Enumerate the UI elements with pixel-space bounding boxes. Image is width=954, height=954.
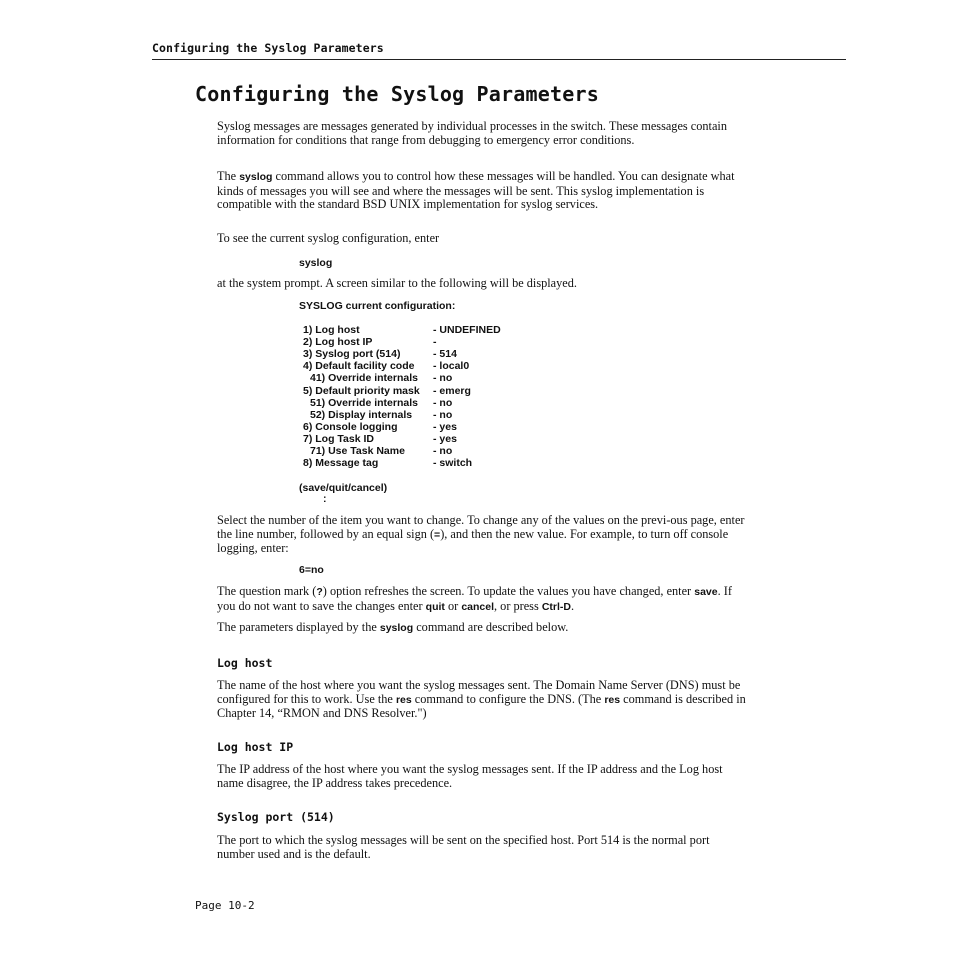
config-row-value: - yes [433, 432, 457, 445]
config-row-value: - emerg [433, 384, 471, 397]
syslog-port-paragraph: The port to which the syslog messages will be sent on the specified host. Port 514 is the normal port number used and is the default. [217, 833, 710, 861]
refresh-paragraph [217, 585, 747, 614]
page-title: Configuring the Syslog Parameters [195, 82, 599, 106]
running-header: Configuring the Syslog Parameters [152, 41, 384, 55]
config-row-label: 6) Console logging [303, 420, 398, 433]
text-run: command is described in Chapter 14, “RMON and DNS Resolver.") [217, 691, 746, 721]
config-row-label: 1) Log host [303, 324, 360, 336]
header-rule [152, 59, 846, 60]
text-run: . If you do not want to save the changes enter [217, 584, 732, 613]
config-row [303, 445, 452, 457]
text-run: command are described below. [413, 620, 569, 634]
subheading-syslog-port: Syslog port (514) [217, 810, 335, 824]
text-run: The [217, 169, 240, 183]
config-row-label: 8) Message tag [303, 457, 379, 470]
syslog-command-paragraph [217, 170, 747, 212]
config-row-label: 51) Override internals [310, 396, 418, 409]
text-run: , or press [494, 598, 542, 613]
text-run: The parameters displayed by the [217, 620, 380, 634]
config-row [303, 433, 457, 445]
config-row [303, 372, 452, 384]
config-row [303, 457, 472, 469]
subheading-log-host-ip: Log host IP [217, 740, 294, 754]
text-run: ) option refreshes the screen. To update the values you have changed, enter [322, 584, 695, 598]
config-row-value: - UNDEFINED [433, 324, 501, 336]
config-row [303, 360, 469, 372]
command-example: 6=no [299, 564, 324, 576]
config-row-label: 52) Display internals [310, 408, 413, 421]
config-row [303, 324, 501, 336]
inline-command: res [604, 693, 621, 706]
config-row [303, 409, 452, 421]
config-row-value: - no [433, 408, 453, 421]
text-run: or [444, 598, 462, 613]
text-run: ), and then the new value. For example, to turn off console logging, enter: [217, 526, 729, 556]
config-row-label: 2) Log host IP [303, 336, 373, 349]
config-row-value: - [433, 336, 437, 349]
page-number: Page 10-2 [195, 899, 255, 912]
inline-command: cancel [461, 600, 495, 613]
config-row [303, 348, 457, 360]
config-row [303, 385, 471, 397]
config-row-label: 71) Use Task Name [310, 445, 405, 457]
log-host-paragraph [217, 679, 747, 721]
config-row-label: 5) Default priority mask [303, 384, 420, 397]
prompt-paragraph: at the system prompt. A screen similar to the following will be displayed. [217, 276, 577, 290]
enter-instruction: To see the current syslog configuration, enter [217, 231, 440, 245]
inline-command: quit [425, 600, 445, 613]
config-row-value: - no [433, 445, 453, 457]
inline-command: ? [316, 586, 323, 598]
config-row-value: - no [433, 372, 453, 385]
text-run: Select the number of the item you want to change. To change any of the values on the previ-ous page, enter the line number, followed by an equal sign ( [217, 513, 745, 541]
config-row [303, 421, 457, 433]
config-row-value: - switch [433, 457, 473, 470]
change-instruction-paragraph [217, 514, 747, 556]
config-row-label: 3) Syslog port (514) [303, 348, 401, 361]
inline-command: save [694, 586, 718, 598]
intro-paragraph: Syslog messages are messages generated by individual processes in the switch. These messages contain information for conditions that range from debugging to emergency error conditions. [217, 119, 727, 147]
config-row-value: - no [433, 396, 453, 409]
config-row [303, 336, 437, 348]
config-prompt: (save/quit/cancel) [299, 482, 388, 494]
parameters-intro [217, 621, 747, 636]
log-host-ip-paragraph: The IP address of the host where you want the syslog messages sent. If the IP address and the Log host name disagree, the IP address takes precedence. [217, 762, 723, 790]
config-row-value: - local0 [433, 360, 470, 373]
inline-command: = [434, 528, 441, 541]
inline-command: Ctrl-D [541, 600, 572, 613]
inline-command: syslog [379, 622, 414, 634]
inline-command: syslog [239, 171, 273, 183]
inline-command: res [395, 693, 412, 706]
config-row [303, 397, 452, 409]
text-run: command allows you to control how these messages will be handled. You can designate what kinds of messages you will see and where the messages will be sent. This syslog implementation is compatible with the standard BSD UNIX implementation for syslog services. [217, 169, 735, 212]
config-row-label: 4) Default facility code [303, 360, 415, 373]
config-row-label: 7) Log Task ID [303, 432, 374, 445]
config-heading: SYSLOG current configuration: [299, 300, 456, 312]
command-syslog: syslog [299, 257, 333, 269]
text-run: command to configure the DNS. (The [411, 691, 605, 706]
subheading-log-host: Log host [217, 656, 273, 670]
config-row-value: - yes [433, 420, 457, 433]
text-run: The question mark ( [217, 584, 317, 598]
text-run: . [571, 598, 575, 613]
config-row-value: - 514 [433, 348, 457, 361]
config-row-label: 41) Override internals [310, 372, 418, 385]
config-cursor: : [323, 493, 327, 505]
text-run: The name of the host where you want the syslog messages sent. The Domain Name Server (DNS) must be configured for this to work. Use the [217, 678, 741, 706]
